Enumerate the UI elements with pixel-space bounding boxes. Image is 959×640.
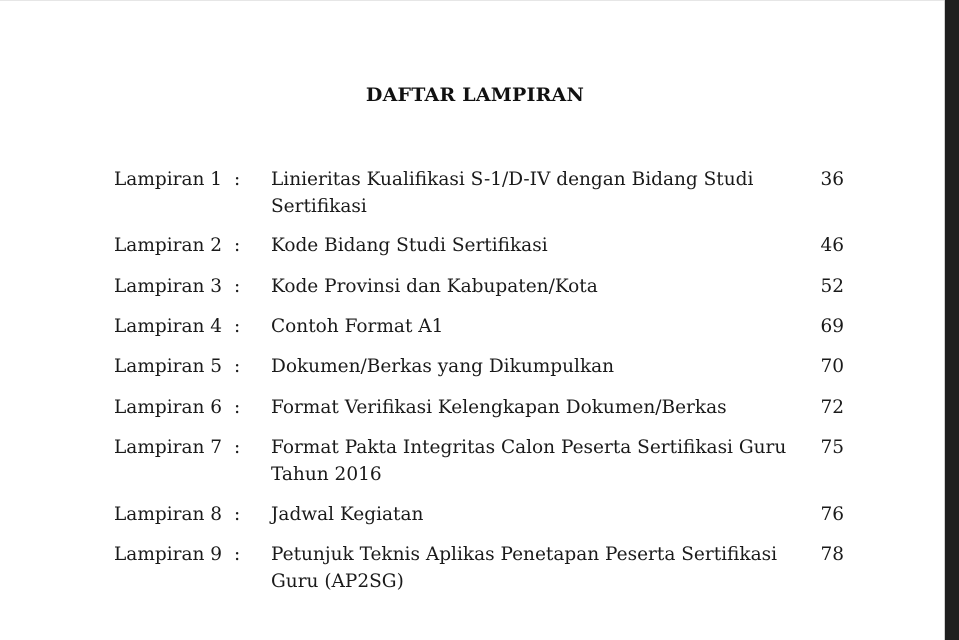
toc-entry-page-number: 78 [820,544,844,565]
toc-entry-label: Lampiran 8 [114,504,223,525]
toc-entry-separator: : [234,397,241,418]
toc-entry-label: Lampiran 2 [114,235,223,256]
toc-entry-description: Contoh Format A1 [271,316,444,337]
toc-entry-description: Linieritas Kualifikasi S-1/D-IV dengan Bidang Studi Sertifikasi [271,169,754,217]
toc-entry-description: Format Verifikasi Kelengkapan Dokumen/Berkas [271,397,727,418]
toc-entry-page-number: 72 [820,397,844,418]
toc-entry-separator: : [234,544,241,565]
toc-entry-label: Lampiran 6 [114,397,223,418]
toc-entry-separator: : [234,276,241,297]
toc-entry-separator: : [234,235,241,256]
toc-entry-page-number: 36 [820,169,844,190]
toc-entry-page-number: 70 [820,356,844,377]
toc-entry-description: Kode Provinsi dan Kabupaten/Kota [271,276,598,297]
toc-entry-label: Lampiran 9 [114,544,223,565]
toc-entry-description: Kode Bidang Studi Sertifikasi [271,235,548,256]
toc-entry-separator: : [234,169,241,190]
window-right-edge [944,0,959,640]
toc-entry-label: Lampiran 5 [114,356,223,377]
toc-entry-label: Lampiran 4 [114,316,223,337]
toc-entry-page-number: 75 [820,437,844,458]
toc-entry-page-number: 76 [820,504,844,525]
toc-entry-separator: : [234,316,241,337]
toc-entry-separator: : [234,504,241,525]
toc-entry-description: Petunjuk Teknis Aplikas Penetapan Peserta Sertifikasi Guru (AP2SG) [271,544,778,592]
toc-entry-page-number: 69 [820,316,844,337]
toc-entry-description: Jadwal Kegiatan [271,504,424,525]
toc-entry-label: Lampiran 3 [114,276,223,297]
toc-entry-description: Dokumen/Berkas yang Dikumpulkan [271,356,615,377]
toc-entry-separator: : [234,356,241,377]
toc-entry-label: Lampiran 7 [114,437,223,458]
toc-entry-page-number: 52 [820,276,844,297]
toc-entry-page-number: 46 [820,235,844,256]
toc-entry-separator: : [234,437,241,458]
page-title: DAFTAR LAMPIRAN [365,84,585,106]
toc-entry-description: Format Pakta Integritas Calon Peserta Sertifikasi Guru Tahun 2016 [271,437,787,485]
toc-entry-label: Lampiran 1 [114,169,223,190]
